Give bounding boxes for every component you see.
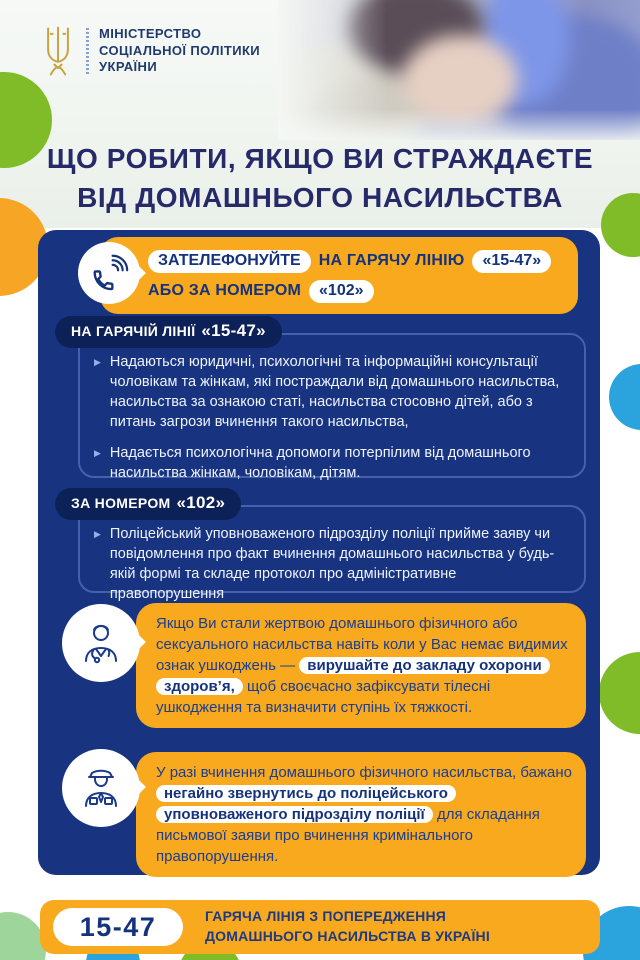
title-line-1: ЩО РОБИТИ, ЯКЩО ВИ СТРАЖДАЄТЕ (46, 143, 594, 174)
main-panel (38, 230, 600, 875)
phone-badge (78, 242, 140, 304)
bubble-text: щоб своєчасно зафіксувати тілесні ушкодження та визначити ступінь їх тяжкості. (156, 678, 491, 716)
section-heading-text: НА ГАРЯЧІЙ ЛІНІЇ (71, 323, 196, 339)
bullet-list (80, 507, 584, 604)
ministry-line: УКРАЇНИ (99, 59, 158, 75)
footer-label-line: ДОМАШНЬОГО НАСИЛЬСТВА В УКРАЇНІ (205, 928, 490, 944)
photo-blob (490, 15, 640, 140)
section-heading-number: «102» (176, 493, 226, 512)
decor-circle-blue (609, 364, 640, 430)
bullet-arrow-icon: ▶ (94, 529, 101, 539)
call-action-pill: ЗАТЕЛЕФОНУЙТЕ (148, 250, 311, 273)
bubble-text: для складання письмової заяви про вчинення кримінального правопорушення. (156, 806, 540, 865)
highlighted-text: вирушайте до закладу охорони здоров’я, (156, 657, 550, 695)
comfort-photo (278, 0, 640, 140)
photo-blob (403, 35, 518, 125)
section-heading-102 (55, 488, 241, 520)
page-title (0, 140, 640, 217)
highlighted-text: негайно звернутись до поліцейського уповноваженого підрозділу поліції (156, 785, 456, 823)
police-badge (62, 749, 140, 827)
bullet-arrow-icon: ▶ (94, 448, 101, 458)
hotline-number-pill: «15-47» (472, 250, 551, 273)
ministry-line: МІНІСТЕРСТВО (99, 25, 202, 41)
trident-icon (40, 24, 76, 78)
footer-number-pill: 15-47 (53, 908, 183, 946)
bullet-text: Надаються юридичні, психологічні та інформаційні консультації чоловікам та жінкам, які постраждали від домашнього насильства, насильства за ознакою статі, насильства стосовно дітей, або з питань загрози вчинення такого насильства, (109, 354, 560, 430)
footer-label (205, 907, 490, 946)
call-text: НА ГАРЯЧУ ЛІНІЮ (318, 252, 465, 269)
bullet-item (94, 352, 570, 432)
bullet-text: Поліцейський уповноваженого підрозділу поліції прийме заяву чи повідомлення про факт вчинення домашнього насильства у будь-якій формі та складе протокол про адміністративне правопорушення (109, 526, 555, 602)
logo-divider (86, 28, 89, 74)
call-banner (100, 237, 578, 314)
bullet-item (94, 524, 570, 604)
call-line-1 (148, 246, 568, 276)
photo-blob (294, 51, 491, 140)
doctor-advice-bubble (136, 603, 586, 728)
police-number-pill: «102» (309, 280, 374, 303)
photo-blob (278, 45, 428, 140)
bullet-arrow-icon: ▶ (94, 357, 101, 367)
ministry-logo (40, 24, 260, 78)
section-heading-hotline (55, 316, 282, 348)
photo-blob (480, 0, 570, 105)
call-line-2 (148, 276, 568, 306)
bullet-text: Надається психологічна допомоги потерпілим від домашнього насильства жінкам, чоловікам, дітям. (109, 445, 531, 481)
doctor-icon (77, 619, 125, 667)
decor-circle-green (599, 652, 640, 734)
call-text: АБО ЗА НОМЕРОМ (148, 282, 302, 299)
police-advice-bubble (136, 752, 586, 877)
ministry-name (99, 26, 260, 77)
section-heading-text: ЗА НОМЕРОМ (71, 495, 171, 511)
ministry-line: СОЦІАЛЬНОЇ ПОЛІТИКИ (99, 42, 261, 58)
title-line-2: ВІД ДОМАШНЬОГО НАСИЛЬСТВА (77, 181, 563, 213)
bullet-list (80, 335, 584, 483)
footer-hotline-bar (40, 900, 600, 954)
bubble-text: У разі вчинення домашнього фізичного насильства, бажано (156, 764, 572, 781)
police-icon (77, 764, 125, 812)
section-box-hotline (78, 333, 586, 481)
footer-label-line: ГАРЯЧА ЛІНІЯ З ПОПЕРЕДЖЕННЯ (205, 908, 447, 925)
bullet-item (94, 443, 570, 483)
doctor-badge (62, 604, 140, 682)
phone-icon (89, 253, 129, 293)
bubble-text: Якщо Ви стали жертвою домашнього фізичного або сексуального насильства навіть коли у Вас немає видимих ознак ушкоджень — (156, 615, 568, 674)
photo-blob (348, 0, 483, 75)
section-heading-number: «15-47» (201, 321, 266, 340)
